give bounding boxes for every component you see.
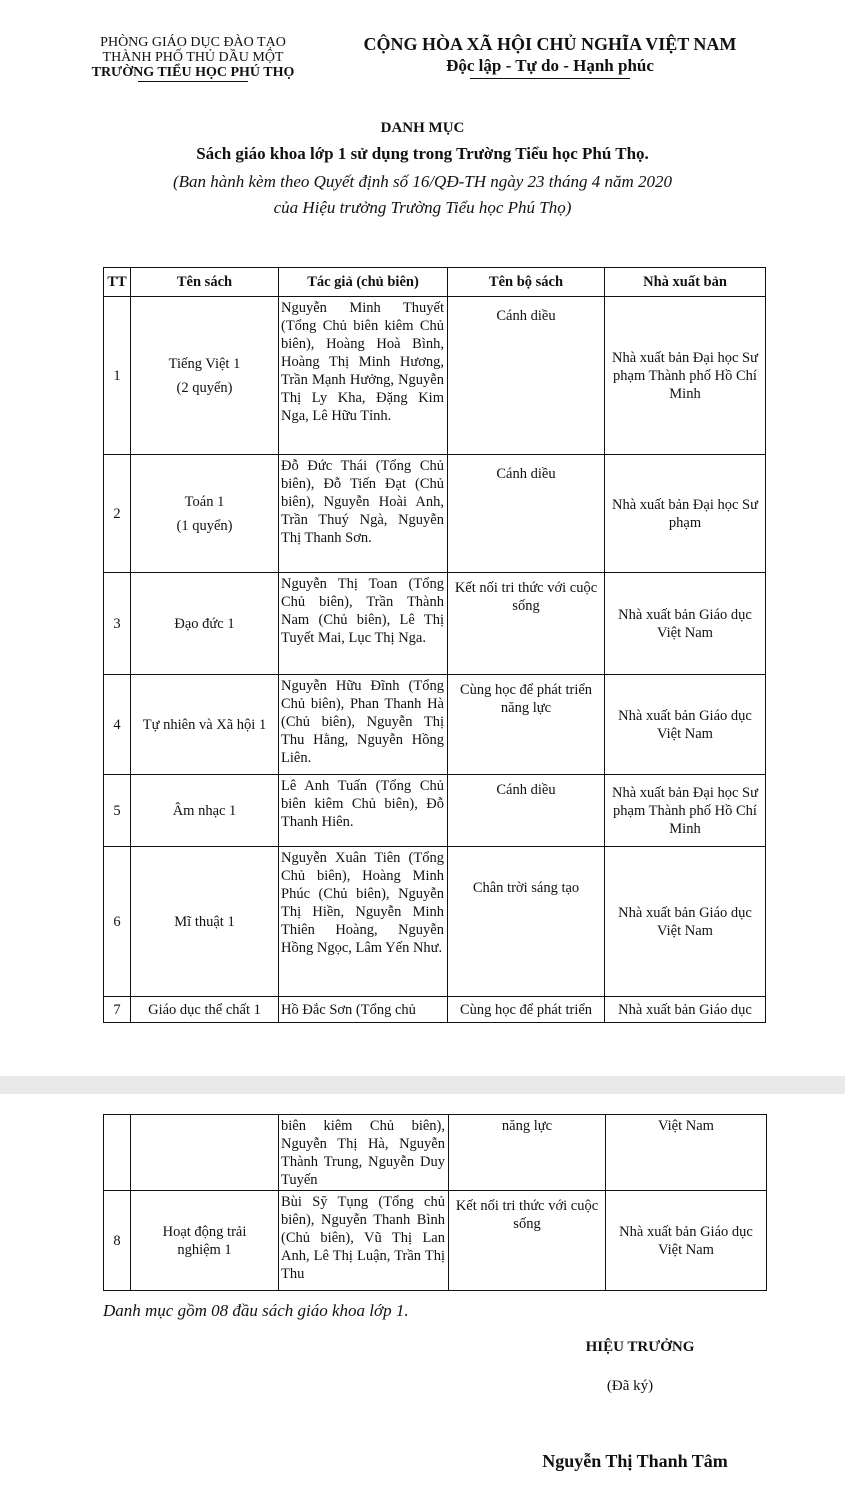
header-book-set: Tên bộ sách xyxy=(448,268,605,297)
row-number: 4 xyxy=(104,675,131,775)
book-set: Cùng học để phát triển năng lực xyxy=(448,675,605,775)
motto-underline xyxy=(470,78,630,79)
book-name xyxy=(131,675,279,775)
book-set: Kết nối tri thức với cuộc sống xyxy=(448,573,605,675)
row-number: 6 xyxy=(104,847,131,997)
book-set: Cùng học để phát triển xyxy=(448,997,605,1023)
header-tt: TT xyxy=(104,268,131,297)
book-name xyxy=(131,1115,279,1191)
city-name: THÀNH PHỐ THỦ DẦU MỘT xyxy=(102,50,284,65)
table-row xyxy=(104,455,766,573)
book-set: Cánh diều xyxy=(448,297,605,455)
table-row xyxy=(104,775,766,847)
book-author: Hồ Đắc Sơn (Tổng chủ xyxy=(279,997,448,1023)
row-number: 8 xyxy=(104,1191,131,1291)
school-name: TRƯỜNG TIỂU HỌC PHÚ THỌ xyxy=(91,65,295,80)
book-set: Cánh diều xyxy=(448,775,605,847)
signed-note: (Đã ký) xyxy=(606,1378,654,1394)
book-volume: (2 quyển) xyxy=(176,379,233,396)
header-publisher: Nhà xuất bản xyxy=(605,268,766,297)
book-set: Cánh diều xyxy=(448,455,605,573)
book-set: Chân trời sáng tạo xyxy=(448,847,605,997)
table-row xyxy=(104,675,766,775)
department-name: PHÒNG GIÁO DỤC ĐÀO TẠO xyxy=(100,35,286,50)
document-page-2 xyxy=(0,1094,845,1500)
row-number: 2 xyxy=(104,455,131,573)
book-title: Mĩ thuật 1 xyxy=(174,913,235,930)
book-publisher: Nhà xuất bản Giáo dục Việt Nam xyxy=(605,675,766,775)
book-author: Nguyễn Thị Toan (Tổng Chủ biên), Trần Thành Nam (Chủ biên), Lê Thị Tuyết Mai, Lục Thị Nga. xyxy=(279,573,448,675)
book-title: Tự nhiên và Xã hội 1 xyxy=(142,716,267,733)
book-title: Đạo đức 1 xyxy=(174,615,235,632)
table-row xyxy=(104,997,766,1023)
book-publisher: Nhà xuất bản Đại học Sư phạm Thành phố Hồ Chí Minh xyxy=(605,297,766,455)
book-publisher: Việt Nam xyxy=(606,1115,767,1191)
book-author: Bùi Sỹ Tụng (Tổng chủ biên), Nguyễn Thanh Bình (Chủ biên), Vũ Thị Lan Anh, Lê Thị Luận, Trần Thị Thu xyxy=(279,1191,449,1291)
document-title xyxy=(0,117,845,221)
row-number xyxy=(104,1115,131,1191)
footer-note: Danh mục gồm 08 đầu sách giáo khoa lớp 1. xyxy=(103,1301,409,1320)
department-header xyxy=(68,35,318,82)
table-row xyxy=(104,573,766,675)
table-row xyxy=(104,1191,767,1291)
table-row xyxy=(104,297,766,455)
book-title: Âm nhạc 1 xyxy=(172,802,237,819)
book-title: Tiếng Việt 1 xyxy=(168,355,241,372)
row-number: 5 xyxy=(104,775,131,847)
title-heading: DANH MỤC xyxy=(380,120,465,136)
national-header xyxy=(330,33,770,79)
book-name xyxy=(131,1191,279,1291)
book-publisher: Nhà xuất bản Giáo dục Việt Nam xyxy=(605,573,766,675)
book-name xyxy=(131,455,279,573)
table-row xyxy=(104,847,766,997)
textbook-table-continued xyxy=(103,1114,767,1291)
book-title-cont: nghiệm 1 xyxy=(177,1241,232,1258)
book-author: Lê Anh Tuấn (Tổng Chủ biên kiêm Chủ biên), Đỗ Thanh Hiên. xyxy=(279,775,448,847)
row-number: 7 xyxy=(104,997,131,1023)
national-title: CỘNG HÒA XÃ HỘI CHỦ NGHĨA VIỆT NAM xyxy=(363,34,737,54)
row-number: 3 xyxy=(104,573,131,675)
book-name xyxy=(131,775,279,847)
book-publisher: Nhà xuất bản Đại học Sư phạm xyxy=(605,455,766,573)
signer-name: Nguyễn Thị Thanh Tâm xyxy=(542,1451,728,1471)
book-publisher: Nhà xuất bản Giáo dục xyxy=(605,997,766,1023)
book-publisher: Nhà xuất bản Giáo dục Việt Nam xyxy=(606,1191,767,1291)
book-volume: (1 quyển) xyxy=(176,517,233,534)
book-name xyxy=(131,847,279,997)
book-name xyxy=(131,573,279,675)
book-title: Hoạt động trải xyxy=(162,1223,247,1240)
table-header-row xyxy=(104,268,766,297)
book-author: Nguyễn Hữu Đĩnh (Tổng Chủ biên), Phan Thanh Hà (Chủ biên), Nguyễn Thị Thu Hằng, Nguyễn Hồng Liên. xyxy=(279,675,448,775)
header-book-name: Tên sách xyxy=(131,268,279,297)
table-row xyxy=(104,1115,767,1191)
book-name xyxy=(131,297,279,455)
signer-title: HIỆU TRƯỞNG xyxy=(585,1339,695,1355)
book-name xyxy=(131,997,279,1023)
title-note-line2: của Hiệu trưởng Trường Tiểu học Phú Thọ) xyxy=(273,198,572,217)
book-author: Nguyễn Xuân Tiên (Tổng Chủ biên), Hoàng Minh Phúc (Chủ biên), Nguyễn Thị Hiền, Nguyễn Minh Thiên Hoàng, Nguyễn Hồng Ngọc, Lâm Yến Như. xyxy=(279,847,448,997)
book-set: năng lực xyxy=(449,1115,606,1191)
title-note-line1: (Ban hành kèm theo Quyết định số 16/QĐ-TH ngày 23 tháng 4 năm 2020 xyxy=(172,172,673,191)
header-underline xyxy=(138,81,248,82)
book-publisher: Nhà xuất bản Giáo dục Việt Nam xyxy=(605,847,766,997)
book-title: Giáo dục thể chất 1 xyxy=(148,1001,261,1018)
national-motto: Độc lập - Tự do - Hạnh phúc xyxy=(446,56,654,75)
book-author: Đỗ Đức Thái (Tổng Chủ biên), Đỗ Tiến Đạt (Chủ biên), Nguyễn Hoài Anh, Trần Thuý Ngà, Nguyễn Thị Thanh Sơn. xyxy=(279,455,448,573)
row-number: 1 xyxy=(104,297,131,455)
textbook-table xyxy=(103,267,766,1023)
header-author: Tác giả (chủ biên) xyxy=(279,268,448,297)
book-set: Kết nối tri thức với cuộc sống xyxy=(449,1191,606,1291)
book-author: Nguyễn Minh Thuyết (Tổng Chủ biên kiêm Chủ biên), Hoàng Hoà Bình, Hoàng Thị Minh Hương, Trần Mạnh Hưởng, Nguyễn Thị Ly Kha, Đặng Kim Nga, Lê Hữu Tỉnh. xyxy=(279,297,448,455)
book-title: Toán 1 xyxy=(184,493,225,510)
book-publisher: Nhà xuất bản Đại học Sư phạm Thành phố Hồ Chí Minh xyxy=(605,775,766,847)
title-subtitle: Sách giáo khoa lớp 1 sử dụng trong Trường Tiểu học Phú Thọ. xyxy=(196,144,649,163)
book-author: biên kiêm Chủ biên), Nguyễn Thị Hà, Nguyễn Thành Trung, Nguyễn Duy Tuyến xyxy=(279,1115,449,1191)
